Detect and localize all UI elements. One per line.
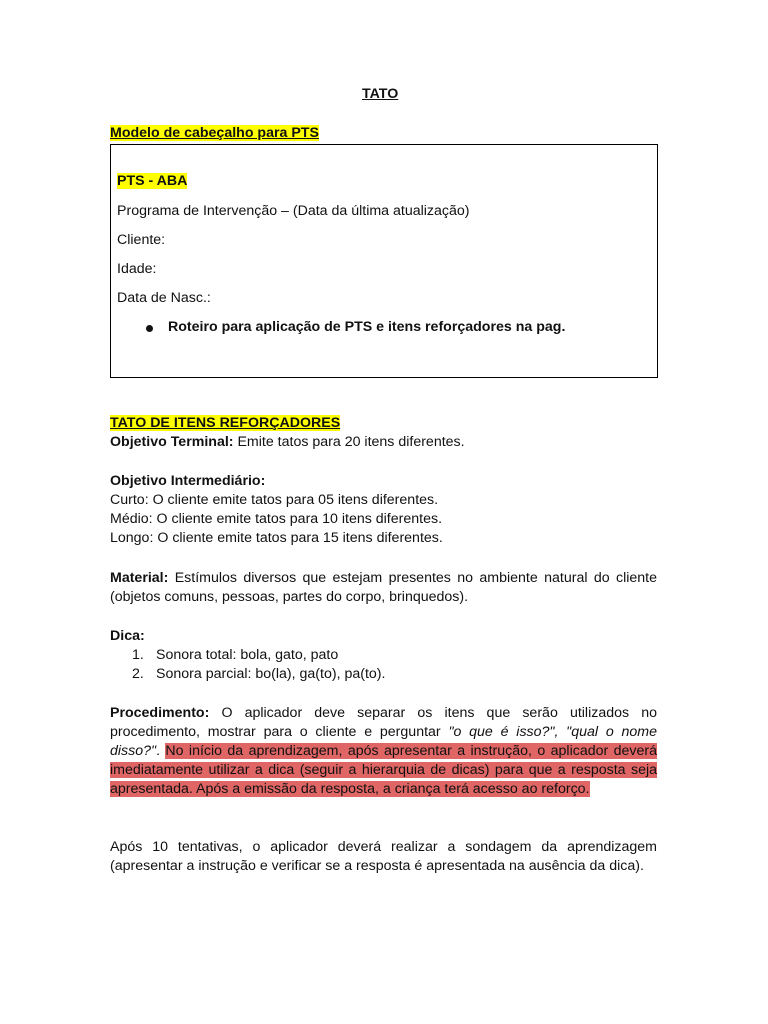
- header-model-title: Modelo de cabeçalho para PTS: [110, 125, 319, 141]
- dica-label: Dica:: [110, 628, 145, 644]
- intermediate-objective-label: Objetivo Intermediário:: [110, 473, 266, 489]
- procedure-text-end: .: [156, 743, 166, 759]
- material-paragraph: [110, 569, 657, 607]
- terminal-objective-label: Objetivo Terminal:: [110, 434, 234, 450]
- closing-paragraph: Após 10 tentativas, o aplicador deverá realizar a sondagem da aprendizagem (apresentar a instrução e verificar se a resposta é apresentada na ausência da dica).: [110, 839, 657, 874]
- section-title: TATO DE ITENS REFORÇADORES: [110, 415, 341, 431]
- birth-date-label: Data de Nasc.:: [117, 290, 211, 306]
- section-heading: [110, 414, 340, 433]
- procedure-label: Procedimento:: [110, 705, 210, 721]
- dica-item-text: Sonora total: bola, gato, pato: [156, 647, 339, 663]
- pts-header-box: [110, 144, 658, 378]
- dica-item-number: 2.: [132, 666, 144, 682]
- client-label: Cliente:: [117, 232, 166, 248]
- terminal-objective: [110, 433, 465, 452]
- material-text: Estímulos diversos que estejam presentes no ambiente natural do cliente (objetos comuns, pessoas, partes do corpo, brinquedos).: [110, 570, 657, 605]
- pts-title: PTS - ABA: [117, 173, 188, 189]
- header-model-heading: [110, 124, 319, 143]
- age-label: Idade:: [117, 261, 157, 277]
- procedure-highlighted-text: No início da aprendizagem, após apresentar a instrução, o aplicador deverá imediatamente utilizar a dica (seguir a hierarquia de dicas) para que a resposta seja apresentada. Após a emissão da resposta, a criança terá acesso ao reforço.: [110, 743, 657, 797]
- bullet-icon: [146, 325, 153, 332]
- material-label: Material:: [110, 570, 169, 586]
- terminal-objective-text: Emite tatos para 20 itens diferentes.: [233, 434, 465, 450]
- pts-title-line: [117, 172, 187, 191]
- intermediate-item-medium: Médio: O cliente emite tatos para 10 itens diferentes.: [110, 511, 443, 527]
- procedure-paragraph: [110, 704, 657, 799]
- intermediate-item-long: Longo: O cliente emite tatos para 15 itens diferentes.: [110, 530, 443, 546]
- program-line: Programa de Intervenção – (Data da última atualização): [117, 203, 470, 219]
- dica-item-text: Sonora parcial: bo(la), ga(to), pa(to).: [156, 666, 386, 682]
- dica-item-number: 1.: [132, 647, 144, 663]
- document-title: TATO: [362, 86, 399, 102]
- intermediate-item-short: Curto: O cliente emite tatos para 05 itens diferentes.: [110, 492, 439, 508]
- roteiro-bullet-text: Roteiro para aplicação de PTS e itens reforçadores na pag.: [168, 319, 566, 335]
- procedure-question-text: "o que é isso?", "qual o nome disso?": [110, 724, 657, 759]
- procedure-text: O aplicador deve separar os itens que serão utilizados no procedimento, mostrar para o cliente e perguntar: [110, 705, 657, 740]
